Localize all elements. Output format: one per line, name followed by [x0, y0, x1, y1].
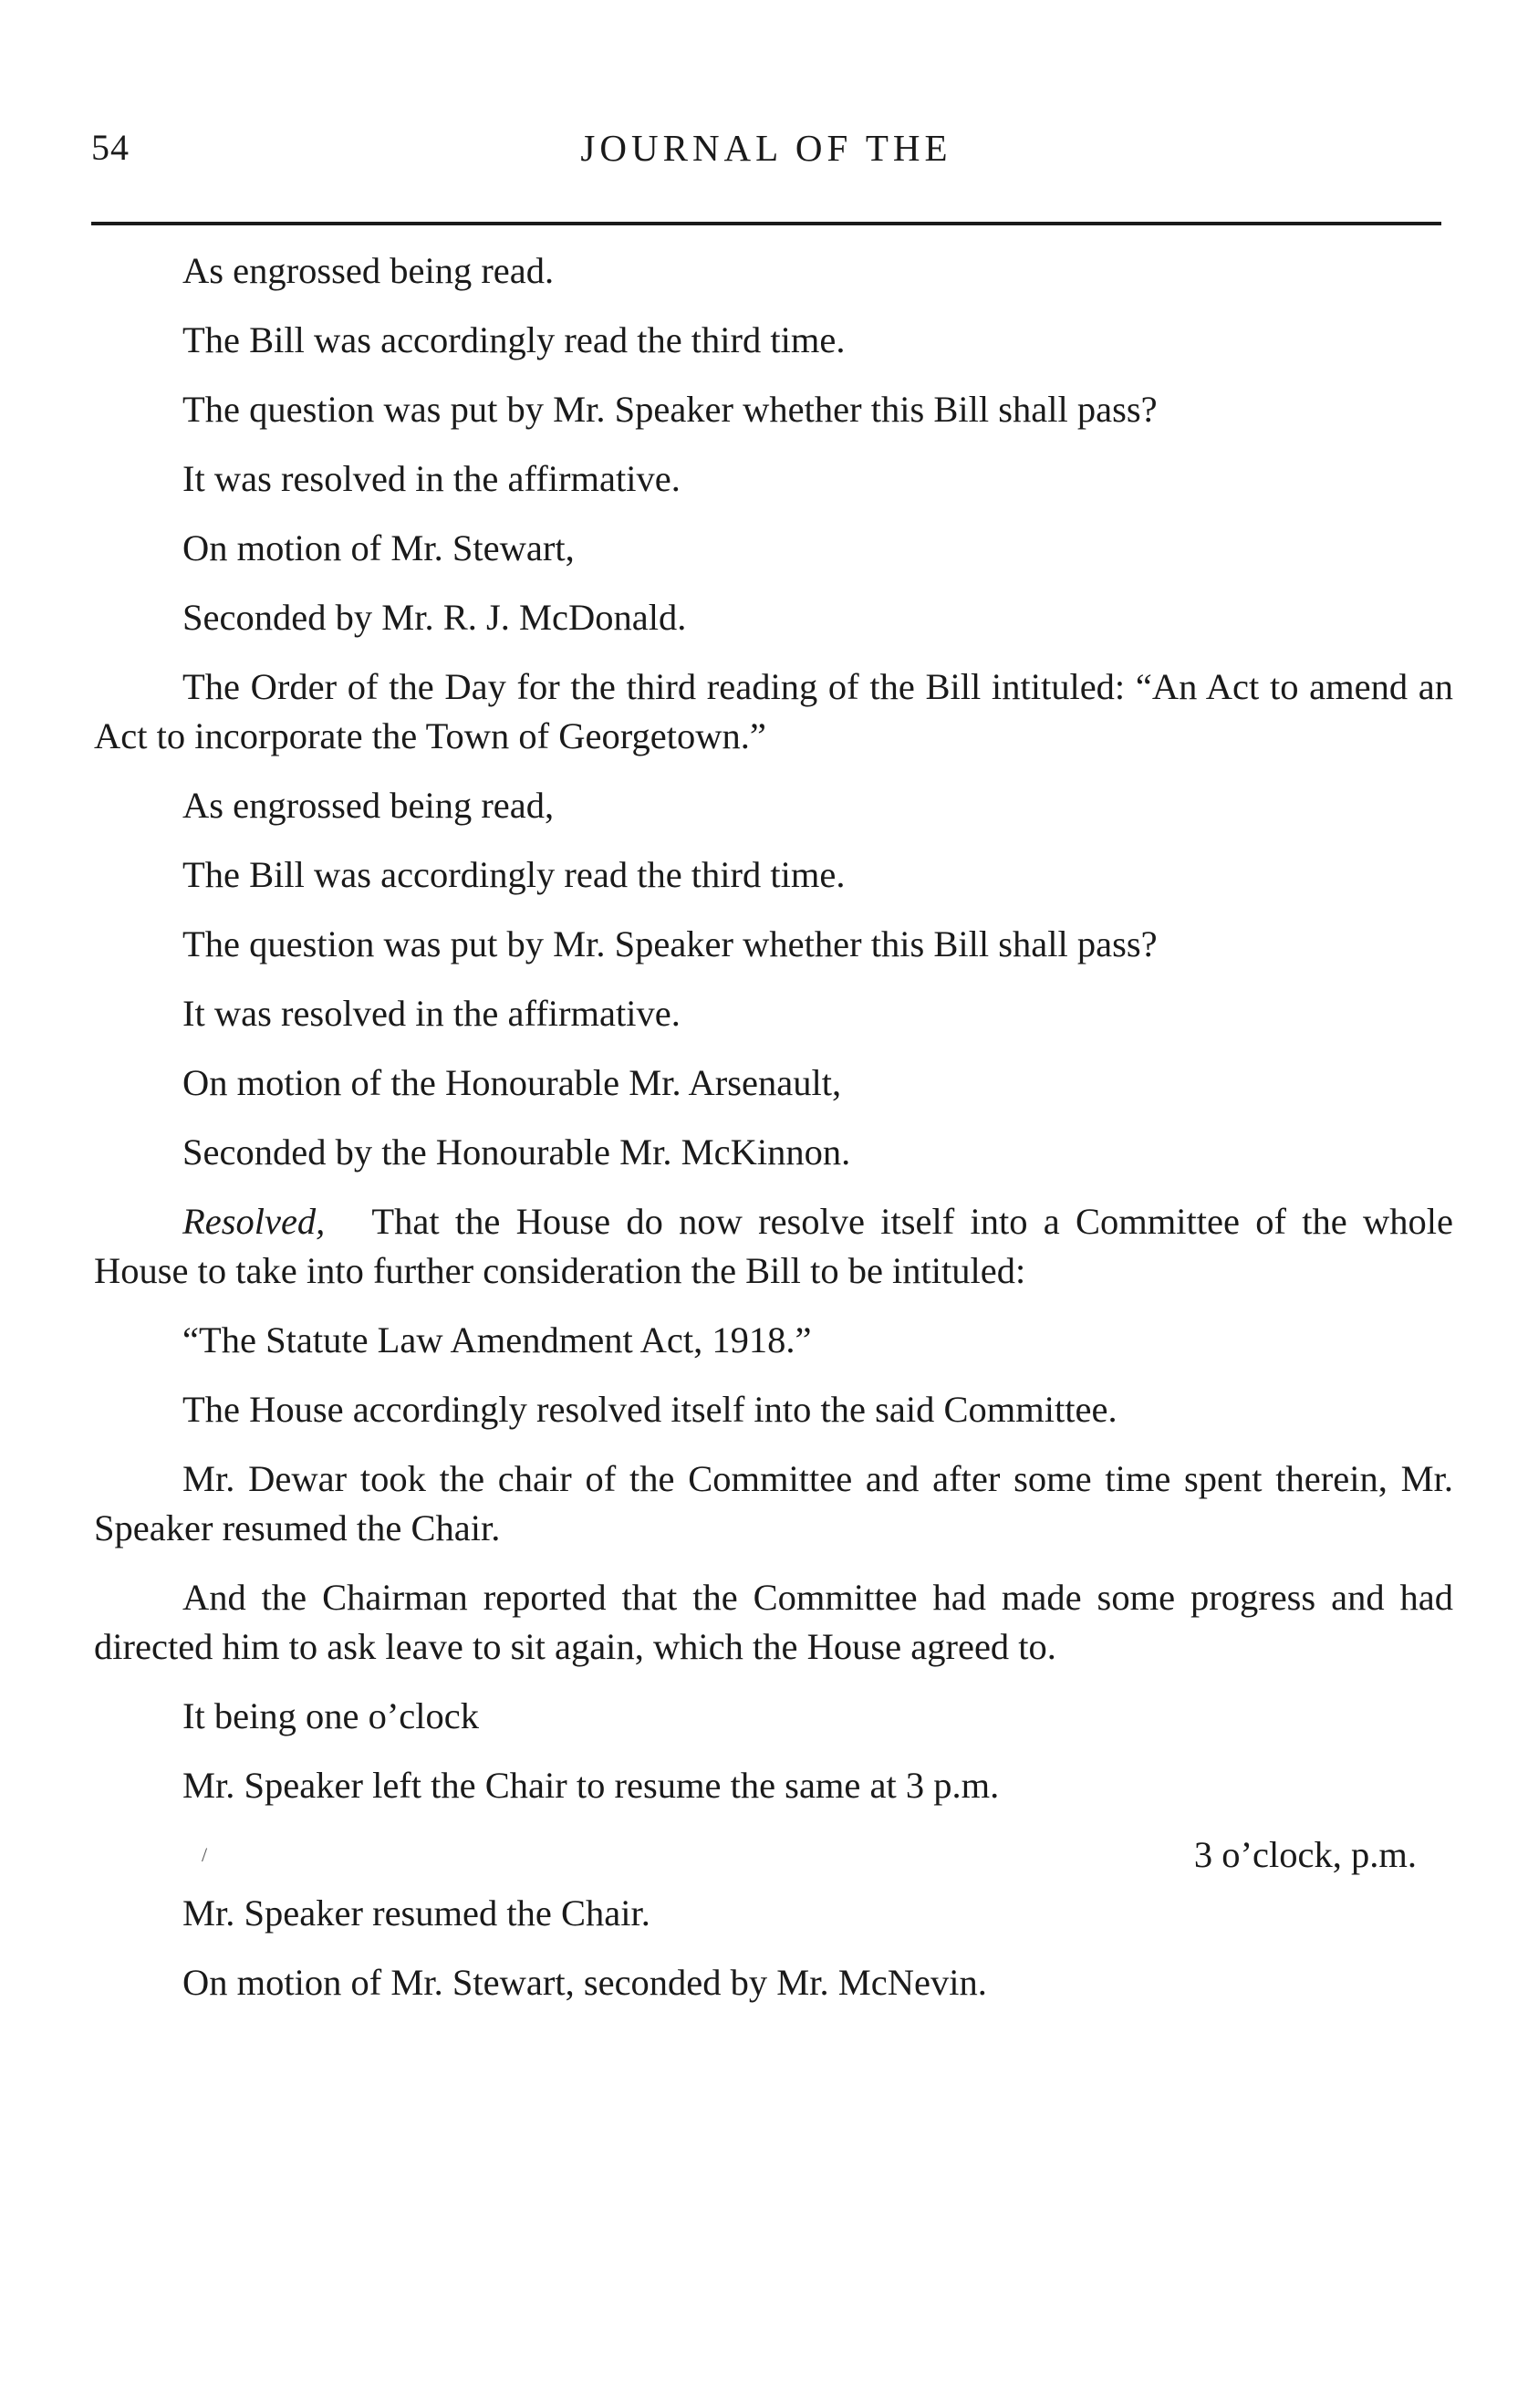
paragraph: As engrossed being read.	[182, 250, 555, 291]
paragraph: Mr. Speaker resumed the Chair.	[182, 1892, 650, 1934]
paragraph: The Order of the Day for the third reading of the Bill intituled: “An Act to amend an Act to incorporate the Town of Georgetown.”	[94, 666, 1453, 756]
resolved-paragraph	[94, 1197, 1453, 1296]
paragraph: The Bill was accordingly read the third time.	[182, 319, 846, 360]
journal-body	[94, 246, 1453, 2028]
page-number: 54	[91, 127, 130, 168]
paragraph: Seconded by the Honourable Mr. McKinnon.	[182, 1131, 851, 1173]
paragraph: The question was put by Mr. Speaker whether this Bill shall pass?	[182, 923, 1158, 964]
paragraph: Mr. Dewar took the chair of the Committee and after some time spent therein, Mr. Speaker resumed the Chair.	[94, 1458, 1453, 1548]
paragraph: “The Statute Law Amendment Act, 1918.”	[182, 1319, 812, 1360]
paragraph: It being one o’clock	[182, 1695, 480, 1736]
paragraph: It was resolved in the affirmative.	[182, 458, 681, 499]
header-rule	[91, 222, 1441, 225]
running-title: JOURNAL OF THE	[580, 127, 952, 169]
stray-mark: /	[202, 1843, 208, 1866]
time-heading-row	[94, 1830, 1453, 1880]
paragraph: And the Chairman reported that the Committee had made some progress and had directed him to ask leave to sit again, which the House agreed to.	[94, 1577, 1453, 1667]
paragraph: Mr. Speaker left the Chair to resume the same at 3 p.m.	[182, 1765, 1000, 1806]
paragraph: The question was put by Mr. Speaker whether this Bill shall pass?	[182, 389, 1158, 430]
resolved-lead: Resolved,	[182, 1201, 326, 1242]
paragraph: The Bill was accordingly read the third time.	[182, 854, 846, 895]
resolved-text: That the House do now resolve itself into a Committee of the whole House to take into further consideration the Bill to be intituled:	[94, 1201, 1453, 1291]
paragraph: On motion of Mr. Stewart,	[182, 527, 575, 568]
paragraph: On motion of Mr. Stewart, seconded by Mr. McNevin.	[182, 1962, 987, 2003]
paragraph: As engrossed being read,	[182, 785, 555, 826]
paragraph: Seconded by Mr. R. J. McDonald.	[182, 597, 687, 638]
paragraph: On motion of the Honourable Mr. Arsenault,	[182, 1062, 842, 1103]
paragraph: It was resolved in the affirmative.	[182, 993, 681, 1034]
paragraph: The House accordingly resolved itself into the said Committee.	[182, 1389, 1117, 1430]
running-head	[91, 126, 1441, 181]
time-heading: 3 o’clock, p.m.	[1193, 1834, 1417, 1875]
